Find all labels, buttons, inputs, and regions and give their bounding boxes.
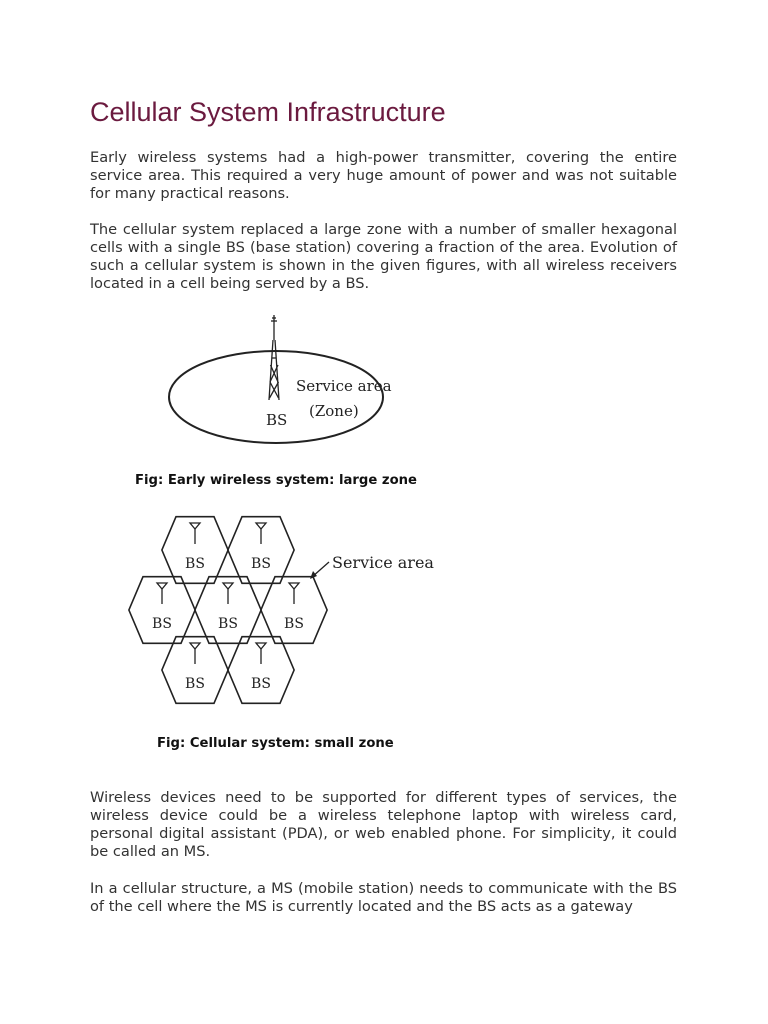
service-area-pointer	[310, 562, 329, 579]
hexagon-cell	[261, 577, 327, 644]
hexagon-cell	[162, 517, 228, 584]
paragraph-cellular-structure: In a cellular structure, a MS (mobile station) needs to communicate with the BS of the cell where the MS is currently located and the BS acts as a gateway	[90, 880, 677, 915]
bs-label: BS	[284, 616, 304, 632]
bs-label: BS	[251, 556, 271, 572]
antenna-icon	[190, 523, 200, 544]
page-title: Cellular System Infrastructure	[90, 97, 446, 127]
antenna-icon	[256, 523, 266, 544]
antenna-icon	[256, 643, 266, 664]
figure-caption-large-zone: Fig: Early wireless system: large zone	[135, 473, 417, 488]
tower-icon	[269, 315, 279, 400]
hexagon-cell	[228, 517, 294, 584]
hexagon-cell	[228, 637, 294, 704]
paragraph-early-systems: Early wireless systems had a high-power transmitter, covering the entire service area. This required a very huge amount of power and was not suitable for many practical reasons.	[90, 149, 677, 202]
figure-small-zone	[120, 500, 440, 724]
service-zone-ellipse	[169, 351, 383, 443]
service-area-label: Service area	[296, 377, 392, 395]
antenna-icon	[223, 583, 233, 604]
bs-label: BS	[185, 676, 205, 692]
bs-label: BS	[218, 616, 238, 632]
hexagon-cell	[129, 577, 195, 644]
hexagon-cell	[195, 577, 261, 644]
figure-caption-small-zone: Fig: Cellular system: small zone	[157, 736, 394, 751]
hexagonal-cells-diagram	[120, 500, 440, 720]
large-zone-diagram	[160, 310, 400, 455]
paragraph-wireless-devices: Wireless devices need to be supported for different types of services, the wireless device could be a wireless telephone laptop with wireless card, personal digital assistant (PDA), or web enabled phone. For simplicity, it could be called an MS.	[90, 789, 677, 860]
zone-label: (Zone)	[309, 402, 359, 420]
bs-label: BS	[152, 616, 172, 632]
paragraph-cellular-system: The cellular system replaced a large zone with a number of smaller hexagonal cells with a single BS (base station) covering a fraction of the area. Evolution of such a cellular system is shown in the given figures, with all wireless receivers located in a cell being served by a BS.	[90, 221, 677, 292]
service-area-label: Service area	[332, 553, 434, 572]
figure-large-zone	[160, 310, 400, 459]
bs-label: BS	[251, 676, 271, 692]
antenna-icon	[157, 583, 167, 604]
antenna-icon	[289, 583, 299, 604]
antenna-icon	[190, 643, 200, 664]
bs-label: BS	[266, 411, 288, 429]
hexagon-cell	[162, 637, 228, 704]
bs-label: BS	[185, 556, 205, 572]
